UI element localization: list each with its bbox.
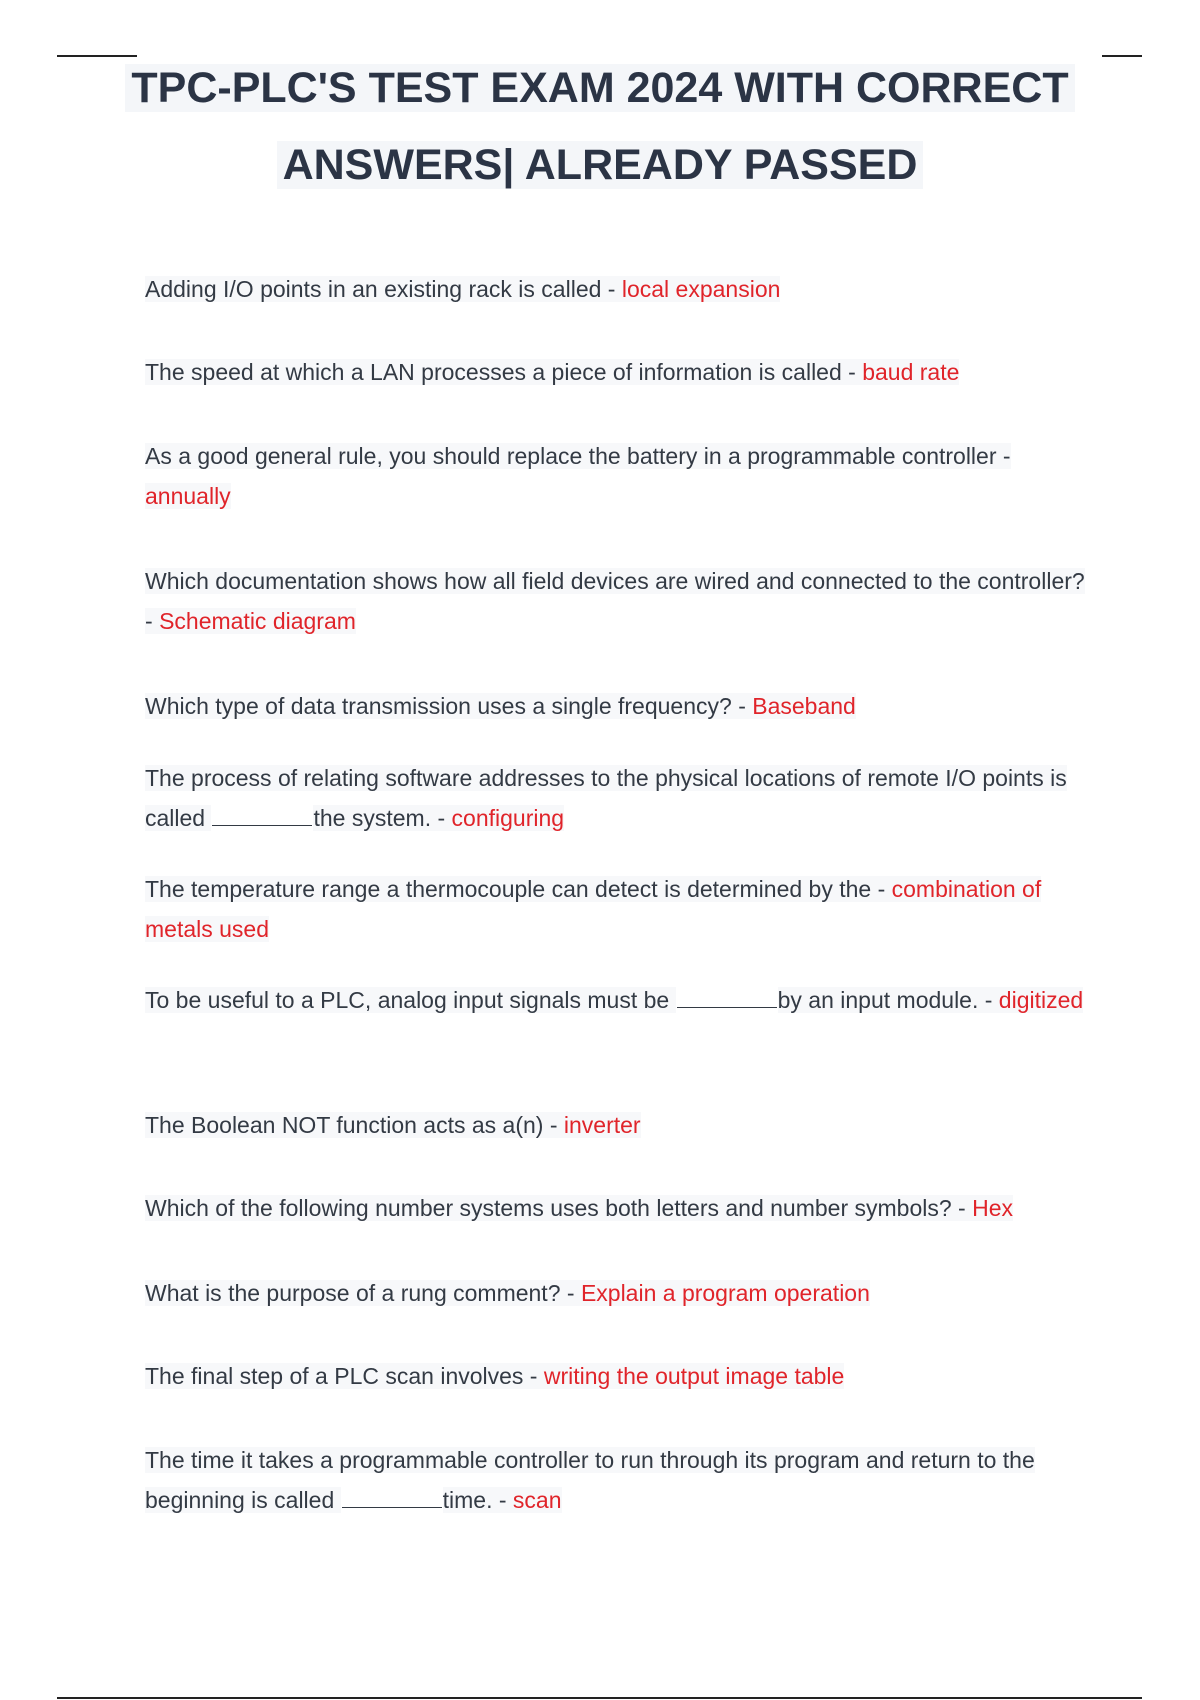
answer-text: Baseband <box>752 693 856 719</box>
qa-item-4 <box>145 561 1095 641</box>
qa-item-10 <box>145 1188 1095 1228</box>
question-text: The Boolean NOT function acts as a(n) - <box>145 1112 564 1138</box>
answer-text: scan <box>512 1487 562 1513</box>
qa-item-9 <box>145 1105 1095 1145</box>
question-text: The speed at which a LAN processes a piece of information is called - <box>145 359 863 385</box>
title-line-1: TPC-PLC'S TEST EXAM 2024 WITH CORRECT <box>125 64 1074 112</box>
answer-text: combination of metals used <box>145 876 1042 942</box>
question-text: Which of the following number systems uses both letters and number symbols? - <box>145 1195 973 1221</box>
answer-text: inverter <box>563 1112 641 1138</box>
qa-item-5 <box>145 686 1095 726</box>
footer-rule <box>57 1697 1142 1699</box>
question-text-after-blank: by an input module. - <box>777 987 999 1013</box>
answer-text: configuring <box>451 805 565 831</box>
qa-item-12 <box>145 1356 1095 1396</box>
question-text-after-blank: the system. - <box>313 805 452 831</box>
question-text-before-blank: The process of relating software addresses to the physical locations of remote I/O points is called <box>145 765 1067 831</box>
answer-text: annually <box>145 483 231 509</box>
answer-text: local expansion <box>621 276 781 302</box>
question-text: Adding I/O points in an existing rack is called - <box>145 276 622 302</box>
answer-text: baud rate <box>862 359 960 385</box>
qa-item-13 <box>145 1440 1095 1520</box>
fill-in-blank <box>212 807 312 826</box>
qa-item-11 <box>145 1273 1095 1313</box>
question-text: The final step of a PLC scan involves - <box>145 1363 544 1389</box>
question-text-before-blank: The time it takes a programmable controller to run through its program and return to the beginning is called <box>145 1447 1035 1513</box>
question-text-after-blank: time. - <box>442 1487 513 1513</box>
question-text: Which documentation shows how all field devices are wired and connected to the controller? - <box>145 568 1085 634</box>
qa-item-2 <box>145 352 1095 392</box>
answer-text: Schematic diagram <box>159 608 356 634</box>
qa-item-3 <box>145 436 1095 516</box>
question-text: As a good general rule, you should replace the battery in a programmable controller - <box>145 443 1011 469</box>
answer-text: Explain a program operation <box>580 1280 870 1306</box>
title-line-2: ANSWERS| ALREADY PASSED <box>277 141 924 189</box>
question-text: Which type of data transmission uses a single frequency? - <box>145 693 753 719</box>
qa-item-8 <box>145 980 1095 1020</box>
qa-item-6 <box>145 758 1095 838</box>
document-title <box>0 50 1200 204</box>
answer-text: writing the output image table <box>543 1363 845 1389</box>
answer-text: Hex <box>972 1195 1013 1221</box>
question-text: What is the purpose of a rung comment? - <box>145 1280 581 1306</box>
answer-text: digitized <box>998 987 1084 1013</box>
qa-item-1 <box>145 269 1095 309</box>
fill-in-blank <box>342 1489 442 1508</box>
question-text: The temperature range a thermocouple can detect is determined by the - <box>145 876 892 902</box>
qa-item-7 <box>145 869 1095 949</box>
question-text-before-blank: To be useful to a PLC, analog input signals must be <box>145 987 676 1013</box>
fill-in-blank <box>677 989 777 1008</box>
